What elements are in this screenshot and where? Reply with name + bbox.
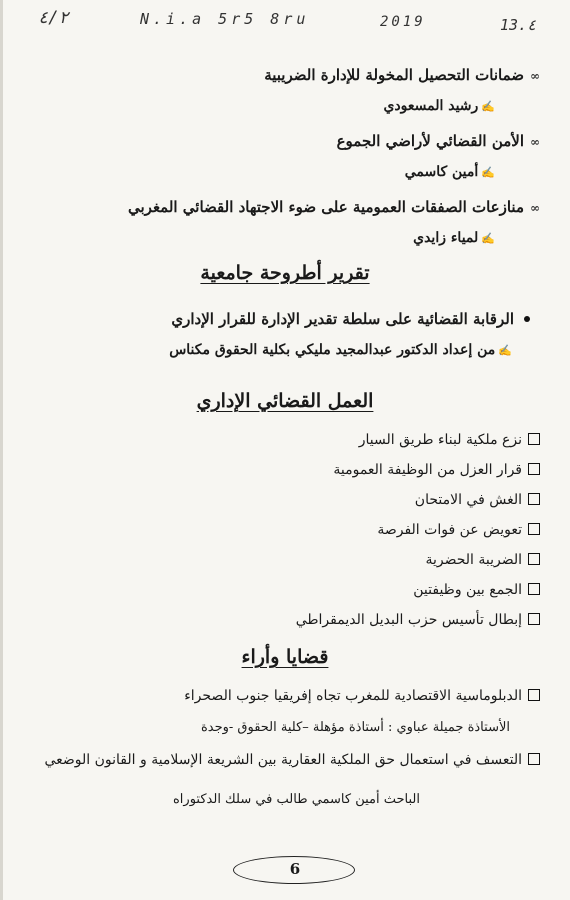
article-3-title: ∞منازعات الصفقات العمومية على ضوء الاجتهاد القضائي المغربي — [127, 198, 540, 216]
admin-item: الضريبة الحضرية — [30, 552, 540, 568]
pen-icon: ✍ — [481, 232, 495, 245]
page-number: 6 — [289, 860, 301, 878]
checkbox-icon — [528, 753, 540, 765]
pen-icon: ✍ — [498, 344, 512, 357]
admin-item: نزع ملكية لبناء طريق السيار — [30, 432, 540, 448]
admin-item: قرار العزل من الوظيفة العمومية — [30, 462, 540, 478]
thesis-title: الرقابة القضائية على سلطة تقدير الإدارة للقرار الإداري — [30, 310, 530, 328]
admin-item: الجمع بين وظيفتين — [30, 582, 540, 598]
bullet-icon: ∞ — [530, 201, 540, 215]
article-2-author: ✍أمين كاسمي — [404, 164, 495, 180]
admin-item: الغش في الامتحان — [30, 492, 540, 508]
handwritten-code: N.i.a 5r5 8ru — [140, 10, 310, 28]
checkbox-icon — [528, 689, 540, 701]
article-1-author: ✍رشيد المسعودي — [383, 98, 495, 114]
issue-2-title: التعسف في استعمال حق الملكية العقارية بين الشريعة الإسلامية و القانون الوضعي — [30, 752, 540, 768]
checkbox-icon — [528, 583, 540, 595]
checkbox-icon — [528, 493, 540, 505]
checkbox-icon — [528, 613, 540, 625]
admin-item: تعويض عن فوات الفرصة — [30, 522, 540, 538]
bullet-dot-icon — [524, 316, 530, 322]
bullet-icon: ∞ — [530, 135, 540, 149]
checkbox-icon — [528, 433, 540, 445]
thesis-author: ✍من إعداد الدكتور عبدالمجيد مليكي بكلية الحقوق مكناس — [169, 342, 512, 358]
checkbox-icon — [528, 463, 540, 475]
pen-icon: ✍ — [481, 166, 495, 179]
page-edge — [0, 0, 3, 900]
issue-1-title: الدبلوماسية الاقتصادية للمغرب تجاه إفريقيا جنوب الصحراء — [30, 688, 540, 704]
checkbox-icon — [528, 553, 540, 565]
article-2-title: ∞الأمن القضائي لأراضي الجموع — [336, 132, 540, 150]
pen-icon: ✍ — [481, 100, 495, 113]
admin-heading: العمل القضائي الإداري — [196, 390, 374, 412]
thesis-heading: تقرير أطروحة جامعية — [200, 262, 370, 284]
bullet-icon: ∞ — [530, 69, 540, 83]
handwritten-fraction: ٤/٢ — [38, 8, 69, 28]
issues-heading: قضايا وأراء — [241, 646, 329, 668]
handwritten-number: 13.٤ — [500, 16, 537, 34]
checkbox-icon — [528, 523, 540, 535]
page-number-badge — [233, 856, 357, 886]
issue-2-author: الباحث أمين كاسمي طالب في سلك الدكتوراه — [173, 792, 420, 807]
admin-item: إبطال تأسيس حزب البديل الديمقراطي — [30, 612, 540, 628]
issue-1-author: الأستاذة جميلة عباوي : أستاذة مؤهلة –كلية الحقوق -وجدة — [200, 720, 510, 735]
handwritten-year: 2019 — [380, 14, 426, 30]
article-3-author: ✍لمياء زايدي — [413, 230, 495, 246]
article-1-title: ∞ضمانات التحصيل المخولة للإدارة الضريبية — [264, 66, 540, 84]
